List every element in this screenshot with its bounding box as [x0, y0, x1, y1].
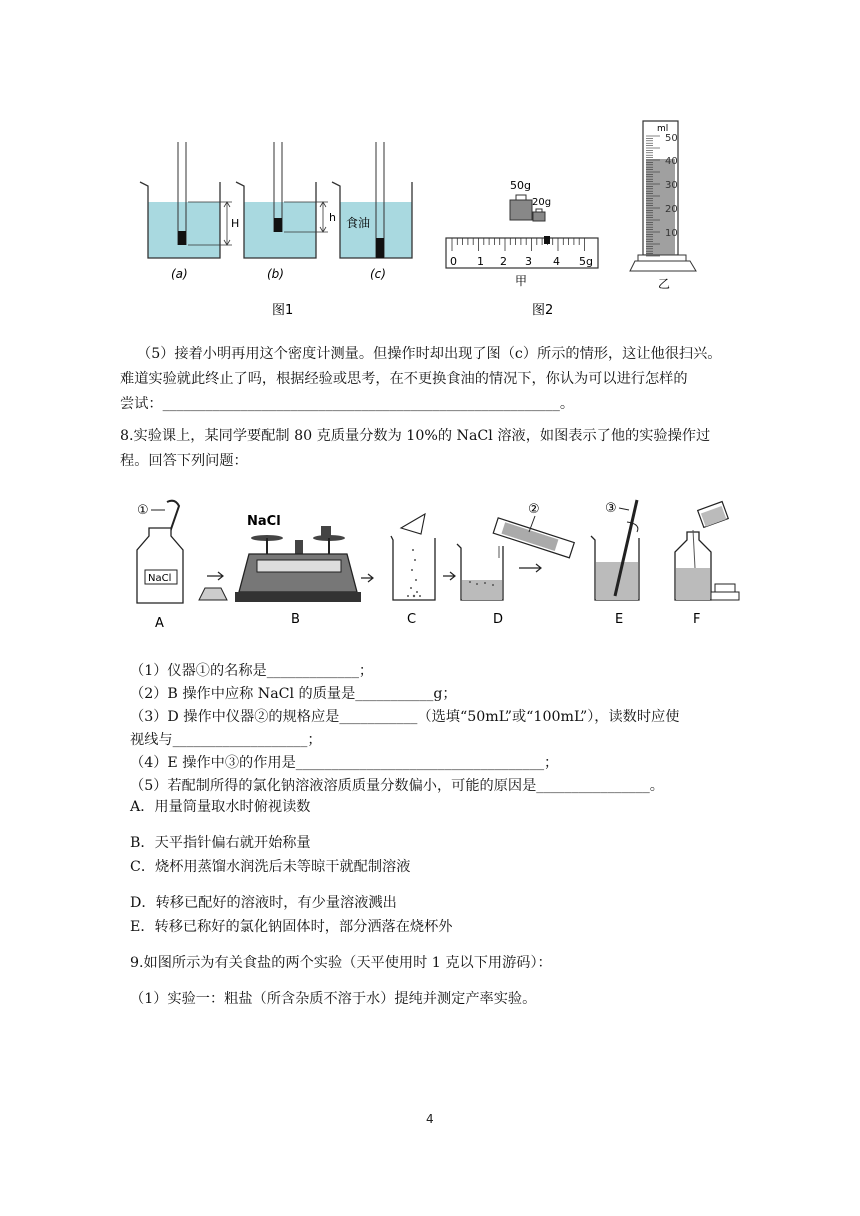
svg-text:30: 30	[665, 180, 678, 191]
step-c-beaker	[391, 514, 455, 600]
beaker-c	[332, 142, 412, 258]
cylinder-unit: ml	[657, 124, 669, 134]
q8-experiment-figure	[125, 488, 750, 633]
figure-2-caption: 图2	[532, 303, 554, 318]
q8-intro-line1: 8.实验课上，某同学要配制 80 克质量分数为 10%的 NaCl 溶液，如图表示了他的实验操作过	[120, 428, 711, 444]
q8-sub3b: 视线与___________________；	[130, 732, 322, 748]
step-f-bottle	[675, 502, 739, 600]
svg-text:0: 0	[450, 255, 457, 268]
circle-1: ①	[137, 503, 149, 518]
q8-sub3a: （3）D 操作中仪器②的规格应是___________（选填“50mL”或“100mL”），读数时应使	[130, 709, 680, 725]
figure-1-beakers	[130, 110, 430, 325]
q8-option-e: E．转移已称好的氯化钠固体时，部分洒落在烧杯外	[130, 919, 453, 935]
beam-ruler	[446, 236, 598, 268]
q8-intro-line2: 程。回答下列问题：	[120, 453, 248, 469]
q8-option-c: C．烧杯用蒸馏水润洗后未等晾干就配制溶液	[130, 859, 411, 875]
label-b: (b)	[267, 267, 284, 281]
label-H: H	[231, 217, 240, 230]
svg-text:4: 4	[553, 255, 560, 268]
svg-text:50: 50	[665, 133, 678, 144]
label-a: (a)	[171, 267, 188, 281]
svg-text:5g: 5g	[579, 255, 593, 268]
svg-text:10: 10	[665, 228, 678, 239]
svg-text:20: 20	[665, 204, 678, 215]
q8-option-b: B．天平指针偏右就开始称量	[130, 835, 311, 851]
page-number: 4	[426, 1112, 434, 1126]
label-h: h	[329, 211, 336, 224]
label-jia: 甲	[515, 274, 528, 288]
step-a-reagent-bottle	[137, 501, 227, 603]
q9-intro: 9.如图所示为有关食盐的两个实验（天平使用时 1 克以下用游码）：	[130, 955, 552, 971]
beaker-b	[236, 142, 328, 258]
bottle-label-nacl: NaCl	[148, 573, 172, 584]
weights	[510, 179, 551, 221]
beaker-a	[140, 142, 232, 258]
label-yi: 乙	[658, 277, 671, 291]
q9-sub1: （1）实验一：粗盐（所含杂质不溶于水）提纯并测定产率实验。	[130, 991, 537, 1007]
q8-sub1: （1）仪器①的名称是_____________；	[130, 663, 374, 679]
svg-text:40: 40	[665, 156, 678, 167]
step-b-balance	[235, 514, 373, 602]
label-oil: 食油	[346, 216, 371, 230]
label-C: C	[407, 612, 417, 627]
weight-50g-label: 50g	[510, 179, 531, 192]
q8-sub5: （5）若配制所得的氯化钠溶液溶质质量分数偏小，可能的原因是________________。	[130, 778, 664, 794]
q7-5-line2: 难道实验就此终止了吗，根据经验或思考，在不更换食油的情况下，你认为可以进行怎样的	[120, 371, 688, 387]
q7-5-line3: 尝试：________________________________________________________。	[120, 396, 575, 412]
svg-text:2: 2	[500, 255, 507, 268]
svg-text:3: 3	[525, 255, 532, 268]
label-D: D	[493, 612, 504, 627]
step-e-stirring	[591, 500, 639, 600]
label-A: A	[155, 616, 164, 631]
graduated-cylinder	[630, 121, 696, 271]
q8-sub4: （4）E 操作中③的作用是___________________________________；	[130, 755, 559, 771]
circle-3: ③	[605, 501, 617, 516]
q7-5-line1: （5）接着小明再用这个密度计测量。但操作时却出现了图（c）所示的情形，这让他很扫兴。	[137, 346, 722, 362]
weight-20g-label: 20g	[532, 197, 552, 208]
label-c: (c)	[370, 267, 386, 281]
figure-1-caption: 图1	[272, 303, 294, 318]
label-E: E	[615, 612, 624, 627]
step-d-measuring-cylinder	[457, 502, 574, 600]
balance-label-nacl: NaCl	[247, 514, 281, 529]
label-F: F	[693, 612, 701, 627]
svg-text:1: 1	[477, 255, 484, 268]
label-B: B	[291, 612, 300, 627]
figure-2-scale	[440, 115, 700, 325]
q8-option-d: D．转移已配好的溶液时，有少量溶液溅出	[130, 895, 397, 911]
circle-2: ②	[528, 502, 540, 517]
q8-sub2: （2）B 操作中应称 NaCl 的质量是___________g；	[130, 686, 457, 702]
q8-option-a: A．用量筒量取水时俯视读数	[130, 799, 311, 815]
